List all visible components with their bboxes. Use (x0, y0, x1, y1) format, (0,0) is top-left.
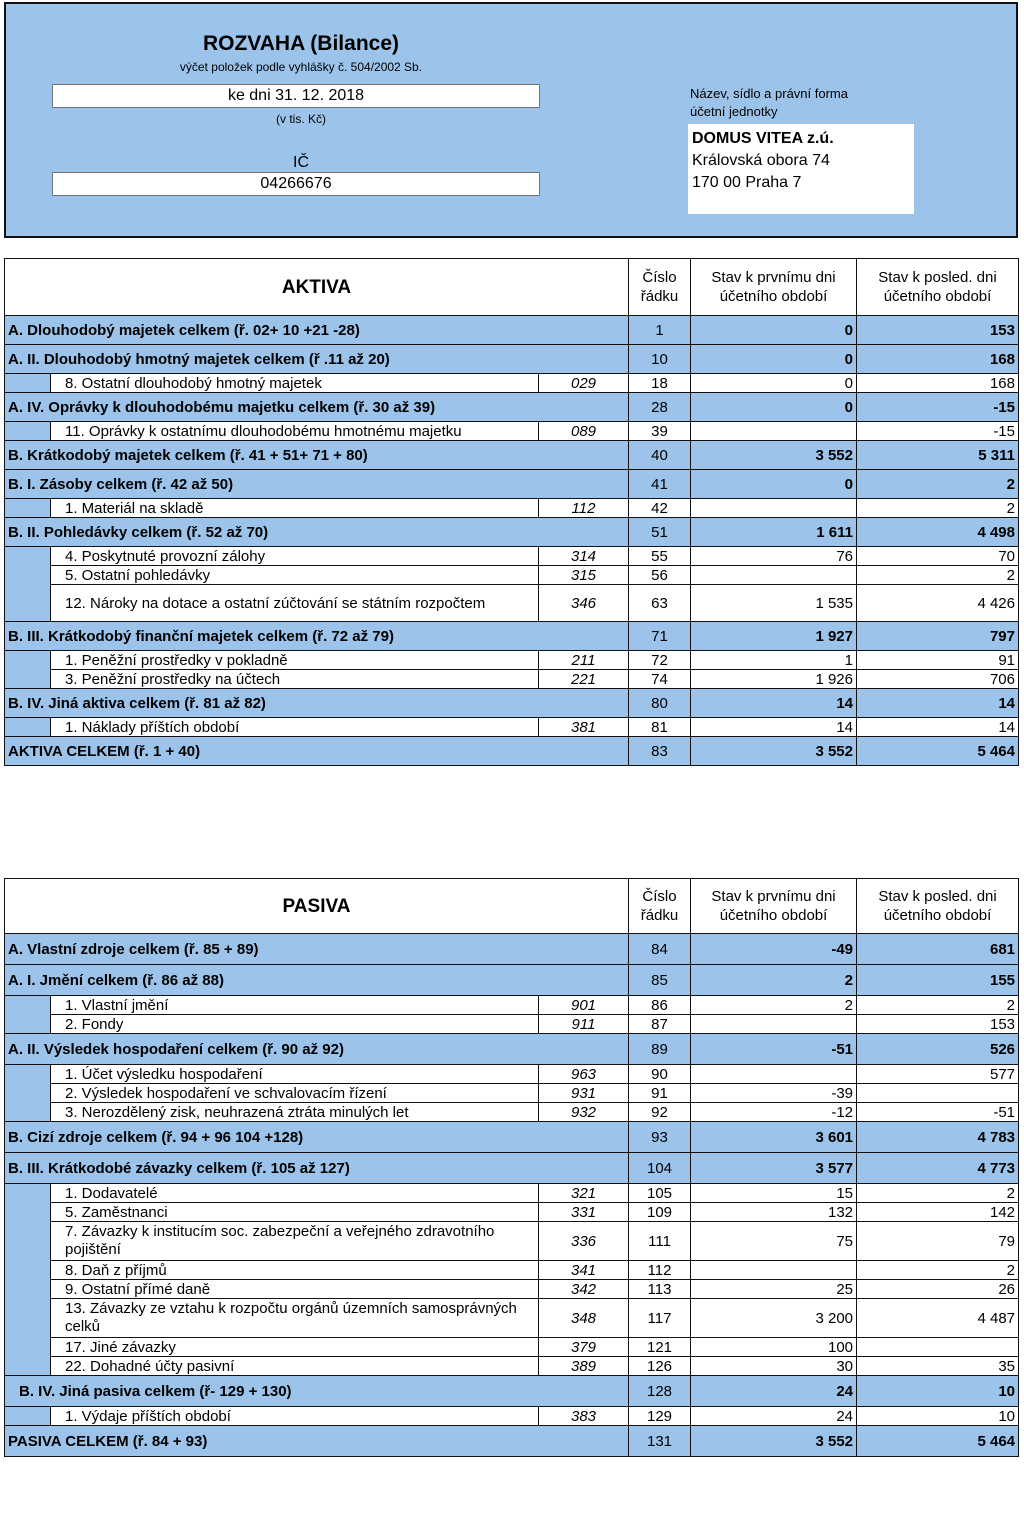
pasiva-item-row (5, 1407, 1019, 1426)
row-number: 111 (629, 1222, 691, 1261)
value-last-day: 4 773 (857, 1153, 1019, 1184)
pasiva-item-row (5, 1261, 1019, 1280)
col-row-1: Číslo (642, 269, 677, 286)
row-number: 28 (629, 393, 691, 422)
aktiva-header-row (5, 259, 1019, 316)
value-last-day: 681 (857, 934, 1019, 965)
value-last-day: 155 (857, 965, 1019, 996)
units-note: (v tis. Kč) (276, 112, 326, 126)
row-label: 1. Vlastní jmění (51, 996, 539, 1015)
row-label: B. II. Pohledávky celkem (ř. 52 až 70) (5, 518, 629, 547)
row-label: 11. Oprávky k ostatnímu dlouhodobému hmotnému majetku (51, 422, 539, 441)
aktiva-item-row (5, 718, 1019, 737)
account-number: 221 (539, 670, 629, 689)
account-number: 911 (539, 1015, 629, 1034)
value-last-day: 153 (857, 1015, 1019, 1034)
row-indent-spacer (5, 1357, 51, 1376)
row-label: 1. Náklady příštích období (51, 718, 539, 737)
value-last-day: 2 (857, 1261, 1019, 1280)
aktiva-total-row (5, 345, 1019, 374)
aktiva-total-row (5, 393, 1019, 422)
col-first-1: Stav k prvnímu dni (711, 269, 836, 286)
value-first-day: 76 (691, 547, 857, 566)
row-label: 5. Zaměstnanci (51, 1203, 539, 1222)
value-last-day (857, 1084, 1019, 1103)
value-first-day: 24 (691, 1407, 857, 1426)
col-row-1: Číslo (642, 888, 677, 905)
row-label: B. Cizí zdroje celkem (ř. 94 + 96 104 +128) (5, 1122, 629, 1153)
value-first-day: 3 552 (691, 737, 857, 766)
aktiva-item-row (5, 499, 1019, 518)
row-number: 41 (629, 470, 691, 499)
row-number: 74 (629, 670, 691, 689)
pasiva-item-row (5, 1338, 1019, 1357)
row-label: A. II. Výsledek hospodaření celkem (ř. 90 až 92) (5, 1034, 629, 1065)
pasiva-table (4, 878, 1019, 1457)
account-number: 901 (539, 996, 629, 1015)
value-first-day: 0 (691, 393, 857, 422)
row-label: 12. Nároky na dotace a ostatní zúčtování se státním rozpočtem (51, 585, 539, 622)
row-label: B. I. Zásoby celkem (ř. 42 až 50) (5, 470, 629, 499)
row-label: 1. Výdaje příštích období (51, 1407, 539, 1426)
row-number: 91 (629, 1084, 691, 1103)
row-indent-spacer (5, 1222, 51, 1261)
row-number: 80 (629, 689, 691, 718)
value-first-day: -39 (691, 1084, 857, 1103)
value-first-day: 14 (691, 689, 857, 718)
value-last-day: 5 311 (857, 441, 1019, 470)
col-first-day (691, 879, 857, 934)
pasiva-total-row (5, 1376, 1019, 1407)
value-last-day: 2 (857, 499, 1019, 518)
account-number: 315 (539, 566, 629, 585)
value-first-day: 132 (691, 1203, 857, 1222)
value-first-day: 1 611 (691, 518, 857, 547)
entity-box (688, 124, 914, 214)
row-number: 89 (629, 1034, 691, 1065)
value-first-day: 2 (691, 965, 857, 996)
row-label: A. II. Dlouhodobý hmotný majetek celkem (ř .11 až 20) (5, 345, 629, 374)
value-last-day: 26 (857, 1280, 1019, 1299)
account-number: 932 (539, 1103, 629, 1122)
row-number: 93 (629, 1122, 691, 1153)
row-number: 40 (629, 441, 691, 470)
aktiva-item-row (5, 566, 1019, 585)
value-first-day: 30 (691, 1357, 857, 1376)
row-label: A. Dlouhodobý majetek celkem (ř. 02+ 10 +21 -28) (5, 316, 629, 345)
pasiva-total-row (5, 965, 1019, 996)
value-first-day: 1 926 (691, 670, 857, 689)
row-label: 22. Dohadné účty pasivní (51, 1357, 539, 1376)
row-number: 63 (629, 585, 691, 622)
col-row-number (629, 879, 691, 934)
row-number: 72 (629, 651, 691, 670)
value-first-day: 0 (691, 374, 857, 393)
aktiva-item-row (5, 670, 1019, 689)
account-number: 383 (539, 1407, 629, 1426)
aktiva-total-row (5, 441, 1019, 470)
value-last-day: 35 (857, 1357, 1019, 1376)
value-last-day: 5 464 (857, 737, 1019, 766)
row-number: 117 (629, 1299, 691, 1338)
row-number: 131 (629, 1426, 691, 1457)
row-label: A. I. Jmění celkem (ř. 86 až 88) (5, 965, 629, 996)
aktiva-total-row (5, 470, 1019, 499)
account-number: 342 (539, 1280, 629, 1299)
col-row-2: řádku (640, 288, 679, 305)
value-last-day: 2 (857, 566, 1019, 585)
pasiva-item-row (5, 1084, 1019, 1103)
row-number: 55 (629, 547, 691, 566)
row-indent-spacer (5, 566, 51, 585)
value-first-day: 3 552 (691, 1426, 857, 1457)
value-first-day: 3 200 (691, 1299, 857, 1338)
col-last-2: účetního období (883, 907, 992, 924)
value-first-day: 1 (691, 651, 857, 670)
entity-label-2: účetní jednotky (690, 104, 778, 119)
col-last-1: Stav k posled. dni (878, 888, 997, 905)
row-number: 51 (629, 518, 691, 547)
pasiva-body (5, 934, 1019, 1457)
account-number: 211 (539, 651, 629, 670)
row-indent-spacer (5, 670, 51, 689)
pasiva-item-row (5, 1299, 1019, 1338)
row-number: 1 (629, 316, 691, 345)
value-first-day: -51 (691, 1034, 857, 1065)
value-last-day: 10 (857, 1407, 1019, 1426)
row-label: 5. Ostatní pohledávky (51, 566, 539, 585)
row-indent-spacer (5, 1184, 51, 1203)
row-indent-spacer (5, 1065, 51, 1084)
row-number: 83 (629, 737, 691, 766)
row-number: 109 (629, 1203, 691, 1222)
value-last-day: 5 464 (857, 1426, 1019, 1457)
row-label: 3. Nerozdělený zisk, neuhrazená ztráta minulých let (51, 1103, 539, 1122)
value-last-day: 2 (857, 470, 1019, 499)
row-label: 1. Účet výsledku hospodaření (51, 1065, 539, 1084)
value-first-day: 3 552 (691, 441, 857, 470)
row-indent-spacer (5, 996, 51, 1015)
pasiva-total-row (5, 1034, 1019, 1065)
row-number: 90 (629, 1065, 691, 1084)
value-first-day (691, 499, 857, 518)
pasiva-item-row (5, 1357, 1019, 1376)
col-first-day (691, 259, 857, 316)
pasiva-item-row (5, 1222, 1019, 1261)
entity-street: Královská obora 74 (692, 152, 830, 169)
col-last-2: účetního období (883, 288, 992, 305)
aktiva-total-row (5, 689, 1019, 718)
col-first-2: účetního období (719, 907, 828, 924)
value-last-day: 4 498 (857, 518, 1019, 547)
row-label: 2. Fondy (51, 1015, 539, 1034)
pasiva-item-row (5, 1103, 1019, 1122)
pasiva-item-row (5, 1184, 1019, 1203)
row-number: 56 (629, 566, 691, 585)
row-number: 105 (629, 1184, 691, 1203)
row-indent-spacer (5, 1407, 51, 1426)
aktiva-total-row (5, 518, 1019, 547)
value-first-day: 3 601 (691, 1122, 857, 1153)
value-last-day: 526 (857, 1034, 1019, 1065)
aktiva-table (4, 258, 1019, 766)
entity-label-1: Název, sídlo a právní forma (690, 86, 848, 101)
row-indent-spacer (5, 422, 51, 441)
entity-city: 170 00 Praha 7 (692, 174, 802, 191)
row-label: B. III. Krátkodobé závazky celkem (ř. 105 až 127) (5, 1153, 629, 1184)
pasiva-total-row (5, 1122, 1019, 1153)
row-label: 13. Závazky ze vztahu k rozpočtu orgánů územních samosprávných celků (51, 1299, 539, 1338)
aktiva-item-row (5, 585, 1019, 622)
account-number: 336 (539, 1222, 629, 1261)
value-last-day: 79 (857, 1222, 1019, 1261)
row-indent-spacer (5, 585, 51, 622)
pasiva-total-row (5, 1426, 1019, 1457)
pasiva-total-row (5, 934, 1019, 965)
pasiva-item-row (5, 1203, 1019, 1222)
row-number: 84 (629, 934, 691, 965)
account-number: 389 (539, 1357, 629, 1376)
aktiva-item-row (5, 374, 1019, 393)
value-first-day: 15 (691, 1184, 857, 1203)
col-row-number (629, 259, 691, 316)
document-subtitle: výčet položek podle vyhlášky č. 504/2002 Sb. (179, 60, 423, 74)
value-first-day: 1 535 (691, 585, 857, 622)
value-last-day (857, 1338, 1019, 1357)
col-last-day (857, 879, 1019, 934)
account-number: 321 (539, 1184, 629, 1203)
value-first-day: 75 (691, 1222, 857, 1261)
value-last-day: 168 (857, 374, 1019, 393)
account-number: 346 (539, 585, 629, 622)
pasiva-title: PASIVA (5, 879, 629, 934)
value-last-day: 14 (857, 718, 1019, 737)
account-number: 331 (539, 1203, 629, 1222)
value-last-day: 577 (857, 1065, 1019, 1084)
value-last-day: -15 (857, 422, 1019, 441)
row-label: B. Krátkodobý majetek celkem (ř. 41 + 51+ 71 + 80) (5, 441, 629, 470)
pasiva-header-row (5, 879, 1019, 934)
aktiva-total-row (5, 316, 1019, 345)
value-last-day: -51 (857, 1103, 1019, 1122)
value-first-day (691, 1261, 857, 1280)
row-number: 112 (629, 1261, 691, 1280)
row-label: B. IV. Jiná aktiva celkem (ř. 81 až 82) (5, 689, 629, 718)
value-first-day: 25 (691, 1280, 857, 1299)
aktiva-item-row (5, 547, 1019, 566)
aktiva-total-row (5, 622, 1019, 651)
account-number: 348 (539, 1299, 629, 1338)
row-label: PASIVA CELKEM (ř. 84 + 93) (5, 1426, 629, 1457)
value-first-day: 0 (691, 316, 857, 345)
pasiva-item-row (5, 1065, 1019, 1084)
col-first-1: Stav k prvnímu dni (711, 888, 836, 905)
account-number: 314 (539, 547, 629, 566)
value-last-day: 70 (857, 547, 1019, 566)
row-label: A. Vlastní zdroje celkem (ř. 85 + 89) (5, 934, 629, 965)
header-panel (4, 2, 1018, 238)
row-indent-spacer (5, 1103, 51, 1122)
account-number: 931 (539, 1084, 629, 1103)
value-first-day: 14 (691, 718, 857, 737)
value-last-day: 91 (857, 651, 1019, 670)
value-first-day (691, 566, 857, 585)
value-first-day: 1 927 (691, 622, 857, 651)
aktiva-item-row (5, 651, 1019, 670)
ic-label: IČ (293, 154, 309, 171)
ic-value: 04266676 (52, 172, 540, 196)
account-number: 963 (539, 1065, 629, 1084)
row-label: 1. Peněžní prostředky v pokladně (51, 651, 539, 670)
col-row-2: řádku (640, 907, 679, 924)
row-label: 17. Jiné závazky (51, 1338, 539, 1357)
row-number: 113 (629, 1280, 691, 1299)
value-last-day: 2 (857, 996, 1019, 1015)
row-indent-spacer (5, 1203, 51, 1222)
row-number: 81 (629, 718, 691, 737)
value-last-day: 706 (857, 670, 1019, 689)
row-label: B. III. Krátkodobý finanční majetek celkem (ř. 72 až 79) (5, 622, 629, 651)
pasiva-item-row (5, 1280, 1019, 1299)
row-indent-spacer (5, 1261, 51, 1280)
value-first-day: 2 (691, 996, 857, 1015)
value-first-day: 0 (691, 345, 857, 374)
row-indent-spacer (5, 1280, 51, 1299)
value-last-day: 797 (857, 622, 1019, 651)
row-indent-spacer (5, 499, 51, 518)
row-label: AKTIVA CELKEM (ř. 1 + 40) (5, 737, 629, 766)
row-label: 1. Materiál na skladě (51, 499, 539, 518)
row-indent-spacer (5, 1299, 51, 1338)
account-number: 089 (539, 422, 629, 441)
value-last-day: 2 (857, 1184, 1019, 1203)
row-number: 121 (629, 1338, 691, 1357)
value-first-day: 3 577 (691, 1153, 857, 1184)
account-number: 112 (539, 499, 629, 518)
value-last-day: 4 783 (857, 1122, 1019, 1153)
value-first-day: 24 (691, 1376, 857, 1407)
row-number: 126 (629, 1357, 691, 1376)
value-last-day: 4 487 (857, 1299, 1019, 1338)
value-last-day: 4 426 (857, 585, 1019, 622)
value-first-day: 0 (691, 470, 857, 499)
row-number: 85 (629, 965, 691, 996)
pasiva-total-row (5, 1153, 1019, 1184)
row-label: B. IV. Jiná pasiva celkem (ř- 129 + 130) (5, 1376, 629, 1407)
row-indent-spacer (5, 1015, 51, 1034)
account-number: 029 (539, 374, 629, 393)
row-label: A. IV. Oprávky k dlouhodobému majetku celkem (ř. 30 až 39) (5, 393, 629, 422)
row-label: 9. Ostatní přímé daně (51, 1280, 539, 1299)
row-number: 104 (629, 1153, 691, 1184)
value-first-day: -12 (691, 1103, 857, 1122)
row-number: 92 (629, 1103, 691, 1122)
account-number: 381 (539, 718, 629, 737)
row-number: 18 (629, 374, 691, 393)
row-label: 8. Daň z příjmů (51, 1261, 539, 1280)
row-number: 71 (629, 622, 691, 651)
row-indent-spacer (5, 374, 51, 393)
value-first-day: 100 (691, 1338, 857, 1357)
value-first-day (691, 422, 857, 441)
row-number: 87 (629, 1015, 691, 1034)
col-last-day (857, 259, 1019, 316)
value-last-day: -15 (857, 393, 1019, 422)
value-first-day: -49 (691, 934, 857, 965)
value-last-day: 14 (857, 689, 1019, 718)
account-number: 341 (539, 1261, 629, 1280)
row-number: 10 (629, 345, 691, 374)
value-last-day: 10 (857, 1376, 1019, 1407)
value-first-day (691, 1015, 857, 1034)
aktiva-title: AKTIVA (5, 259, 629, 316)
row-number: 128 (629, 1376, 691, 1407)
row-indent-spacer (5, 718, 51, 737)
value-last-day: 168 (857, 345, 1019, 374)
row-label: 1. Dodavatelé (51, 1184, 539, 1203)
row-indent-spacer (5, 651, 51, 670)
row-number: 39 (629, 422, 691, 441)
row-indent-spacer (5, 1338, 51, 1357)
row-number: 42 (629, 499, 691, 518)
row-indent-spacer (5, 1084, 51, 1103)
row-label: 8. Ostatní dlouhodobý hmotný majetek (51, 374, 539, 393)
aktiva-total-row (5, 737, 1019, 766)
col-last-1: Stav k posled. dni (878, 269, 997, 286)
row-label: 2. Výsledek hospodaření ve schvalovacím řízení (51, 1084, 539, 1103)
pasiva-item-row (5, 1015, 1019, 1034)
entity-name: DOMUS VITEA z.ú. (692, 130, 834, 147)
value-last-day: 153 (857, 316, 1019, 345)
row-number: 86 (629, 996, 691, 1015)
row-label: 7. Závazky k institucím soc. zabezpeční a veřejného zdravotního pojištění (51, 1222, 539, 1261)
col-first-2: účetního období (719, 288, 828, 305)
row-indent-spacer (5, 547, 51, 566)
row-number: 129 (629, 1407, 691, 1426)
aktiva-item-row (5, 422, 1019, 441)
row-label: 3. Peněžní prostředky na účtech (51, 670, 539, 689)
date-field: ke dni 31. 12. 2018 (52, 84, 540, 108)
account-number: 379 (539, 1338, 629, 1357)
aktiva-body (5, 316, 1019, 766)
pasiva-item-row (5, 996, 1019, 1015)
document-title: ROZVAHA (Bilance) (202, 32, 399, 55)
row-label: 4. Poskytnuté provozní zálohy (51, 547, 539, 566)
value-last-day: 142 (857, 1203, 1019, 1222)
value-first-day (691, 1065, 857, 1084)
